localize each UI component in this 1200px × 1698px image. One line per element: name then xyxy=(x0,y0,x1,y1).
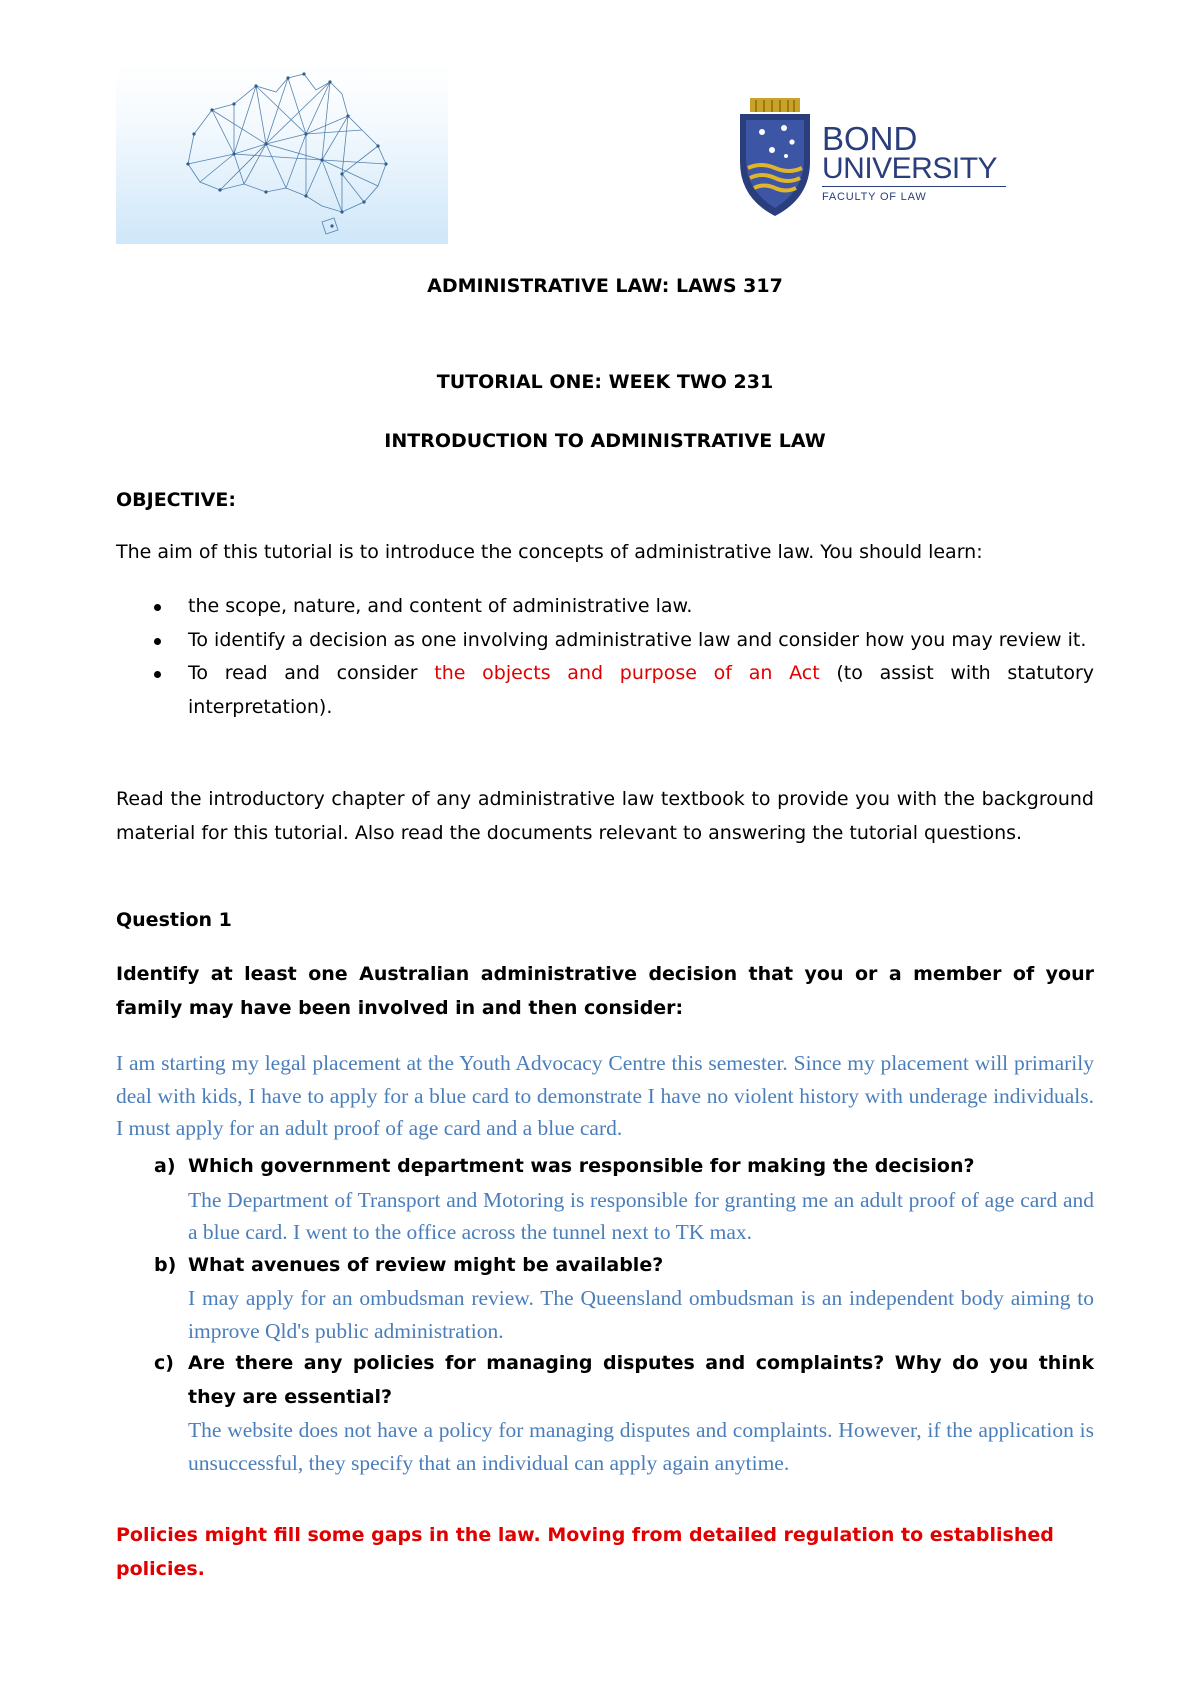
bond-shield-icon xyxy=(736,96,814,218)
list-item: To read and consider the objects and purpose of an Act (to assist with statutory interpretation). xyxy=(116,657,1094,724)
question-heading: Question 1 xyxy=(116,909,232,931)
sub-question-c: c) Are there any policies for managing disputes and complaints? Why do you think they are essential? The website does not have a policy for managing disputes and complaints. However, if the application is unsuccessful, they specify that an individual can apply again anytime. xyxy=(116,1347,1094,1479)
bullet-icon xyxy=(154,638,161,645)
bullet-icon xyxy=(154,604,161,611)
faculty-label: FACULTY OF LAW xyxy=(822,191,927,203)
bond-wordmark: BOND xyxy=(822,120,918,157)
bond-university-logo xyxy=(736,96,1006,221)
university-wordmark: UNIVERSITY xyxy=(822,152,998,185)
reading-instruction: Read the introductory chapter of any administrative law textbook to provide you with the background material for this tutorial. Also read the documents relevant to answering the tutorial questions. xyxy=(116,788,1094,844)
policy-note: Policies might fill some gaps in the law. Moving from detailed regulation to established policies. xyxy=(116,1524,1054,1580)
logo-divider xyxy=(822,186,1006,187)
bullet-icon xyxy=(154,671,161,678)
sub-answer-a: The Department of Transport and Motoring is responsible for granting me an adult proof of age card and a blue card. I went to the office across the tunnel next to TK max. xyxy=(188,1187,1094,1244)
list-item: the scope, nature, and content of administrative law. xyxy=(116,590,1094,624)
australia-map-icon xyxy=(116,64,448,244)
objective-intro: The aim of this tutorial is to introduce the concepts of administrative law. You should learn: xyxy=(116,541,983,563)
sub-question-list xyxy=(116,1150,1094,1479)
topic-title: INTRODUCTION TO ADMINISTRATIVE LAW xyxy=(384,430,826,452)
sub-answer-c: The website does not have a policy for managing disputes and complaints. However, if the application is unsuccessful, they specify that an individual can apply again anytime. xyxy=(188,1418,1094,1475)
list-item: To identify a decision as one involving administrative law and consider how you may review it. xyxy=(116,624,1094,658)
sub-answer-b: I may apply for an ombudsman review. The Queensland ombudsman is an independent body aiming to improve Qld's public administration. xyxy=(188,1286,1094,1343)
objective-bullet-list xyxy=(116,590,1094,724)
course-title: ADMINISTRATIVE LAW: LAWS 317 xyxy=(427,275,783,297)
sub-question-a: a) Which government department was responsible for making the decision? The Department of Transport and Motoring is responsible for granting me an adult proof of age card and a blue card. I went to the office across the tunnel next to TK max. xyxy=(116,1150,1094,1249)
australia-map-logo xyxy=(116,64,448,244)
objective-heading: OBJECTIVE: xyxy=(116,489,236,511)
question-prompt: Identify at least one Australian administrative decision that you or a member of your family may have been involved in and then consider: xyxy=(116,963,1094,1019)
highlighted-phrase: the objects and purpose of an Act xyxy=(434,662,820,684)
sub-question-b: b) What avenues of review might be available? I may apply for an ombudsman review. The Queensland ombudsman is an independent body aiming to improve Qld's public administration. xyxy=(116,1249,1094,1348)
tutorial-title: TUTORIAL ONE: WEEK TWO 231 xyxy=(436,371,774,393)
question-answer: I am starting my legal placement at the Youth Advocacy Centre this semester. Since my placement will primarily deal with kids, I have to apply for a blue card to demonstrate I have no violent history with underage individuals. I must apply for an adult proof of age card and a blue card. xyxy=(116,1051,1094,1140)
